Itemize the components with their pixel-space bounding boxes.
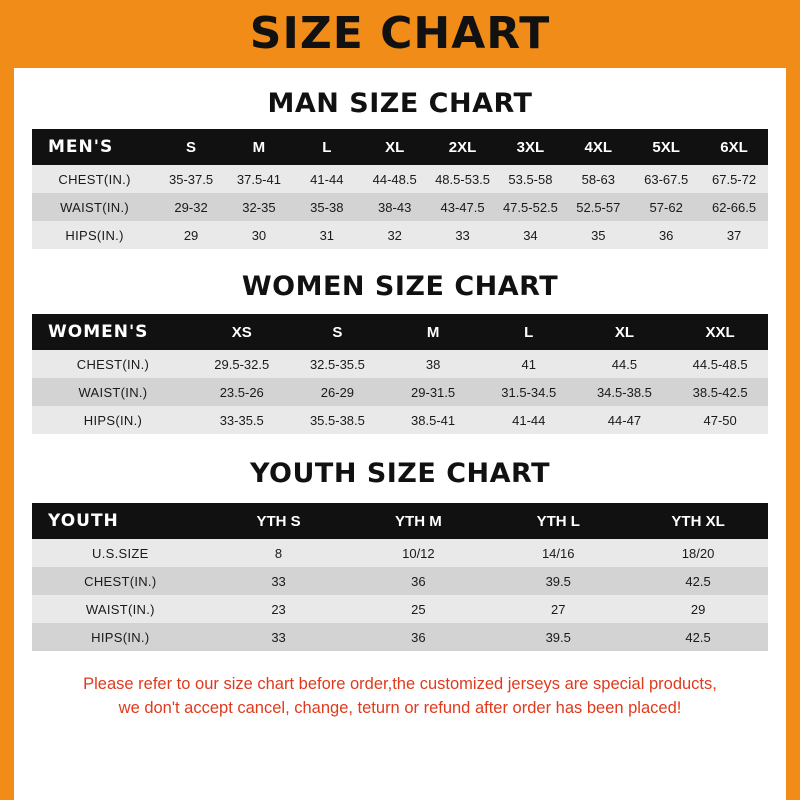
cell: 27 [551, 601, 566, 617]
table-row [32, 567, 768, 595]
row-label: U.S.SIZE [92, 545, 149, 561]
row-label: CHEST(IN.) [84, 573, 157, 589]
cell: 25 [411, 601, 426, 617]
women-section-title: WOMEN SIZE CHART [241, 271, 559, 302]
column-header: 6XL [720, 138, 748, 156]
cell: 37.5-41 [236, 171, 281, 187]
table-row [32, 378, 768, 406]
cell: 29-31.5 [411, 384, 456, 400]
column-header: 5XL [652, 138, 680, 156]
cell: 62-66.5 [712, 199, 757, 215]
column-header: YOUTH [48, 511, 119, 531]
cell: 42.5 [685, 629, 711, 645]
cell: 44-47 [607, 412, 642, 428]
footer-note-line-1: Please refer to our size chart before order,the customized jerseys are special products, [83, 675, 717, 693]
cell: 42.5 [685, 573, 711, 589]
youth-section-title: YOUTH SIZE CHART [249, 458, 551, 489]
column-header: S [186, 138, 197, 156]
column-header: M [252, 138, 266, 156]
cell: 43-47.5 [440, 199, 485, 215]
cell: 30 [251, 227, 267, 243]
column-header: 4XL [584, 138, 613, 156]
row-label: CHEST(IN.) [58, 171, 131, 187]
cell: 38-43 [378, 199, 412, 215]
cell: 35 [591, 227, 606, 243]
row-label: HIPS(IN.) [83, 412, 143, 428]
cell: 44.5 [611, 356, 638, 372]
table-row [32, 595, 768, 623]
cell: 31.5-34.5 [501, 384, 557, 400]
cell: 41 [521, 356, 536, 372]
column-header: WOMEN'S [48, 322, 149, 342]
table-header-row [32, 129, 768, 165]
cell: 44.5-48.5 [692, 356, 748, 372]
cell: 57-62 [649, 199, 683, 215]
table-row [32, 221, 768, 249]
cell: 48.5-53.5 [435, 171, 491, 187]
cell: 35.5-38.5 [309, 412, 365, 428]
column-header: XS [231, 323, 252, 341]
cell: 38.5-42.5 [692, 384, 748, 400]
cell: 53.5-58 [508, 171, 553, 187]
cell: 38.5-41 [411, 412, 456, 428]
cell: 47-50 [703, 412, 737, 428]
cell: 26-29 [320, 384, 355, 400]
cell: 58-63 [581, 171, 615, 187]
cell: 39.5 [545, 573, 571, 589]
column-header: 3XL [516, 138, 545, 156]
column-header: XXL [705, 323, 735, 341]
cell: 29.5-32.5 [214, 356, 270, 372]
cell: 52.5-57 [576, 199, 621, 215]
cell: 29 [183, 227, 199, 243]
footer-note-line-2: we don't accept cancel, change, teturn or refund after order has been placed! [118, 698, 682, 717]
cell: 23.5-26 [219, 384, 264, 400]
cell: 35-37.5 [169, 171, 214, 187]
man-section-title: MAN SIZE CHART [267, 88, 533, 119]
cell: 33 [271, 573, 286, 589]
column-header: MEN'S [48, 137, 114, 157]
cell: 34 [523, 227, 538, 243]
cell: 10/12 [402, 545, 435, 561]
footer-note [32, 673, 768, 721]
column-header: XL [385, 138, 405, 156]
cell: 23 [271, 601, 286, 617]
row-label: HIPS(IN.) [65, 227, 124, 243]
column-header: M [426, 323, 440, 341]
cell: 14/16 [541, 545, 575, 561]
column-header: YTH S [256, 512, 301, 530]
cell: 35-38 [310, 199, 344, 215]
cell: 36 [411, 629, 426, 645]
cell: 63-67.5 [644, 171, 689, 187]
table-row [32, 165, 768, 193]
cell: 32.5-35.5 [309, 356, 365, 372]
chart-content [14, 88, 786, 721]
cell: 32 [387, 227, 402, 243]
column-header: YTH M [395, 512, 442, 530]
row-label: WAIST(IN.) [60, 199, 130, 215]
cell: 39.5 [545, 629, 571, 645]
table-row [32, 350, 768, 378]
table-row [32, 193, 768, 221]
cell: 33 [455, 227, 470, 243]
cell: 34.5-38.5 [596, 384, 652, 400]
row-label: WAIST(IN.) [85, 601, 155, 617]
row-label: HIPS(IN.) [91, 629, 150, 645]
table-row [32, 406, 768, 434]
page-banner [0, 0, 800, 68]
cell: 41-44 [310, 171, 344, 187]
table-header-row [32, 314, 768, 350]
table-row [32, 539, 768, 567]
cell: 36 [658, 227, 674, 243]
cell: 18/20 [681, 545, 715, 561]
cell: 36 [411, 573, 426, 589]
cell: 29-32 [174, 199, 208, 215]
cell: 29 [690, 601, 706, 617]
column-header: L [524, 323, 534, 341]
column-header: XL [614, 323, 635, 341]
cell: 33 [271, 629, 286, 645]
cell: 67.5-72 [712, 171, 757, 187]
column-header: YTH L [536, 512, 580, 530]
column-header: YTH XL [671, 512, 725, 530]
column-header: L [322, 138, 332, 156]
row-label: WAIST(IN.) [78, 384, 148, 400]
page-title: SIZE CHART [249, 8, 551, 59]
cell: 38 [425, 356, 441, 372]
women-size-table [32, 314, 768, 434]
cell: 44-48.5 [372, 171, 417, 187]
table-header-row [32, 503, 768, 539]
youth-size-table [32, 503, 768, 651]
cell: 32-35 [242, 199, 276, 215]
cell: 47.5-52.5 [502, 199, 558, 215]
column-header: 2XL [448, 138, 477, 156]
column-header: S [332, 323, 343, 341]
cell: 8 [274, 545, 283, 561]
man-size-table [32, 129, 768, 249]
cell: 31 [319, 227, 335, 243]
cell: 37 [726, 227, 742, 243]
cell: 41-44 [512, 412, 546, 428]
table-row [32, 623, 768, 651]
cell: 33-35.5 [219, 412, 264, 428]
row-label: CHEST(IN.) [76, 356, 150, 372]
